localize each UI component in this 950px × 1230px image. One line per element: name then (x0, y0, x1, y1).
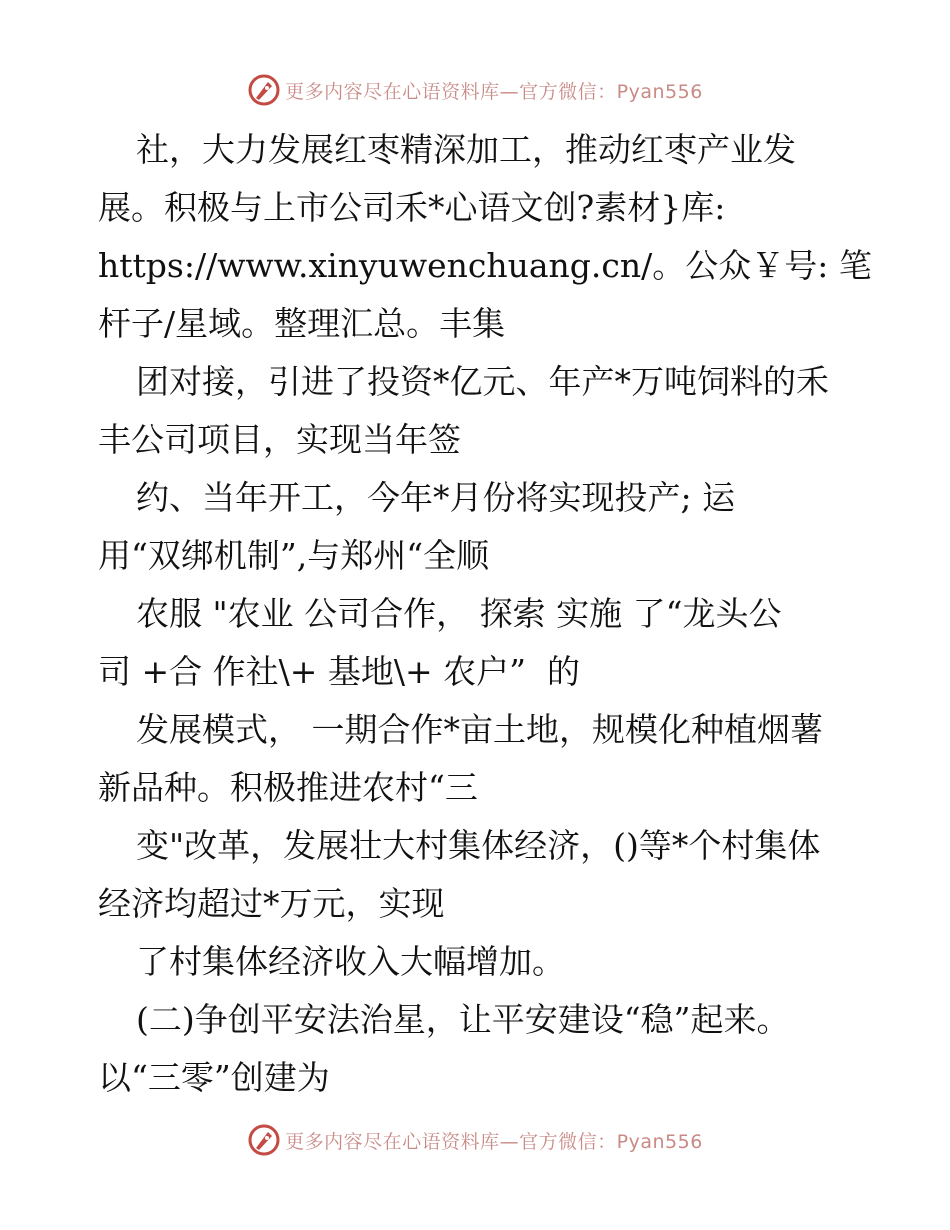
text-line: 以“三零”创建为 (98, 1058, 330, 1097)
text-line: 农服 "农业 公司合作， 探索 实施 了“龙头公 (136, 594, 782, 633)
text-line: 变"改革，发展壮大村集体经济，()等*个村集体 (136, 826, 821, 865)
text-line: 用“双绑机制”,与郑州“全顺 (98, 536, 490, 575)
document-body (98, 121, 872, 1107)
footer-watermark-banner (0, 1118, 950, 1162)
text-line: 丰公司项目，实现当年签 (98, 420, 461, 459)
text-line: 了村集体经济收入大幅增加。 (136, 942, 565, 981)
text-line: 杆子/星域。整理汇总。丰集 (98, 304, 506, 343)
text-line: 展。积极与上市公司禾*心语文创?素材}库: (98, 188, 726, 227)
text-line: 新品种。积极推进农村“三 (98, 768, 478, 807)
text-line: 发展模式， 一期合作*亩土地，规模化种植烟薯 (136, 710, 823, 749)
text-line: https://www.xinyuwenchuang.cn/。公众￥号: 笔 (98, 246, 872, 285)
text-line: 经济均超过*万元，实现 (98, 884, 445, 923)
pen-nib-logo-icon (247, 73, 281, 107)
text-line: 约、当年开工，今年*月份将实现投产; 运 (136, 478, 736, 517)
header-watermark-banner (0, 68, 950, 112)
watermark-text: 更多内容尽在心语资料库—官方微信：Pyan556 (285, 80, 703, 103)
text-line: 团对接，引进了投资*亿元、年产*万吨饲料的禾 (136, 362, 829, 401)
text-line: 司 +合 作社\+ 基地\+ 农户” 的 (98, 652, 580, 691)
pen-nib-logo-icon (247, 1123, 281, 1157)
text-line: 社，大力发展红枣精深加工，推动红枣产业发 (136, 130, 796, 169)
watermark-text: 更多内容尽在心语资料库—官方微信：Pyan556 (285, 1130, 703, 1153)
text-line: (二)争创平安法治星，让平安建设“稳”起来。 (136, 1000, 790, 1039)
